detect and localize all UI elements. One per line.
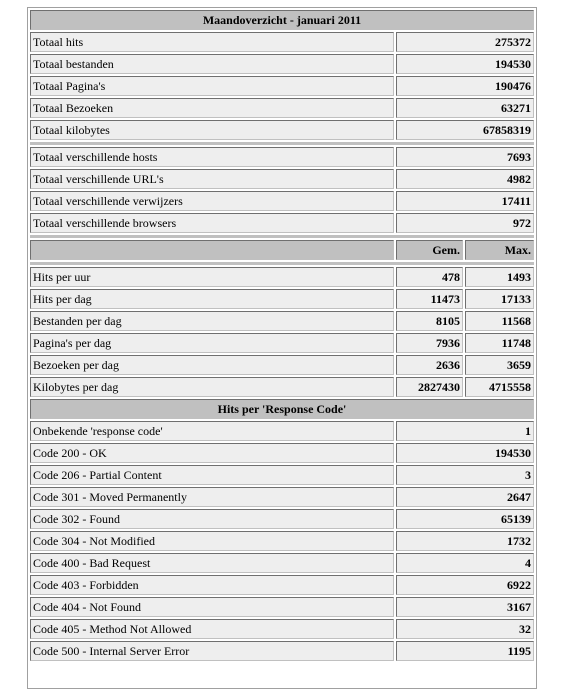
response-code-label: Code 404 - Not Found (30, 597, 394, 617)
response-code-label: Code 400 - Bad Request (30, 553, 394, 573)
response-code-label: Code 302 - Found (30, 509, 394, 529)
response-code-value: 1732 (396, 531, 534, 551)
avg-value: 7936 (396, 333, 463, 353)
avg-value: 2636 (396, 355, 463, 375)
table-row (30, 289, 534, 309)
response-code-value: 2647 (396, 487, 534, 507)
response-code-label: Code 405 - Method Not Allowed (30, 619, 394, 639)
column-header-max: Max. (465, 240, 534, 260)
response-code-value: 6922 (396, 575, 534, 595)
response-code-value: 32 (396, 619, 534, 639)
table-row (30, 421, 534, 441)
stat-label: Totaal verschillende URL's (30, 169, 394, 189)
stat-label: Kilobytes per dag (30, 377, 394, 397)
monthly-summary-table (28, 8, 536, 663)
table-row (30, 120, 534, 140)
avg-value: 8105 (396, 311, 463, 331)
avg-value: 11473 (396, 289, 463, 309)
stat-label: Bezoeken per dag (30, 355, 394, 375)
table-row (30, 213, 534, 233)
table-row (30, 531, 534, 551)
monthly-summary-panel (27, 7, 537, 689)
stat-value: 275372 (396, 32, 534, 52)
response-code-label: Code 304 - Not Modified (30, 531, 394, 551)
stat-label: Totaal verschillende browsers (30, 213, 394, 233)
stat-label: Bestanden per dag (30, 311, 394, 331)
stat-label: Pagina's per dag (30, 333, 394, 353)
stat-value: 4982 (396, 169, 534, 189)
table-row (30, 575, 534, 595)
table-row (30, 333, 534, 353)
column-header-avg: Gem. (396, 240, 463, 260)
table-row (30, 619, 534, 639)
page-title: Maandoverzicht - januari 2011 (30, 10, 534, 30)
table-row (30, 98, 534, 118)
table-row (30, 76, 534, 96)
table-row (30, 465, 534, 485)
table-row (30, 377, 534, 397)
section-divider (30, 235, 534, 238)
table-row (30, 443, 534, 463)
table-row (30, 641, 534, 661)
table-row (30, 147, 534, 167)
max-value: 11748 (465, 333, 534, 353)
table-row (30, 553, 534, 573)
avg-value: 2827430 (396, 377, 463, 397)
table-row (30, 54, 534, 74)
response-code-header-row (30, 399, 534, 419)
response-code-label: Code 301 - Moved Permanently (30, 487, 394, 507)
stat-label: Totaal Bezoeken (30, 98, 394, 118)
stat-label: Totaal Pagina's (30, 76, 394, 96)
stat-value: 194530 (396, 54, 534, 74)
response-code-value: 1 (396, 421, 534, 441)
stat-value: 190476 (396, 76, 534, 96)
stat-value: 972 (396, 213, 534, 233)
response-code-label: Code 403 - Forbidden (30, 575, 394, 595)
stat-label: Hits per dag (30, 289, 394, 309)
max-value: 4715558 (465, 377, 534, 397)
stat-label: Totaal verschillende verwijzers (30, 191, 394, 211)
stat-value: 63271 (396, 98, 534, 118)
header-blank-cell (30, 240, 394, 260)
table-row (30, 355, 534, 375)
table-row (30, 487, 534, 507)
section-divider (30, 262, 534, 265)
table-row (30, 311, 534, 331)
stat-label: Hits per uur (30, 267, 394, 287)
response-code-label: Code 200 - OK (30, 443, 394, 463)
table-row (30, 267, 534, 287)
stat-value: 7693 (396, 147, 534, 167)
averages-header-row (30, 240, 534, 260)
section-divider (30, 142, 534, 145)
response-code-value: 194530 (396, 443, 534, 463)
table-row (30, 191, 534, 211)
stat-label: Totaal hits (30, 32, 394, 52)
response-code-value: 3167 (396, 597, 534, 617)
max-value: 11568 (465, 311, 534, 331)
stat-label: Totaal verschillende hosts (30, 147, 394, 167)
section-title: Hits per 'Response Code' (30, 399, 534, 419)
response-code-value: 4 (396, 553, 534, 573)
max-value: 1493 (465, 267, 534, 287)
response-code-value: 65139 (396, 509, 534, 529)
response-code-value: 1195 (396, 641, 534, 661)
response-code-label: Onbekende 'response code' (30, 421, 394, 441)
response-code-label: Code 500 - Internal Server Error (30, 641, 394, 661)
stat-label: Totaal kilobytes (30, 120, 394, 140)
max-value: 17133 (465, 289, 534, 309)
table-row (30, 597, 534, 617)
avg-value: 478 (396, 267, 463, 287)
stat-value: 17411 (396, 191, 534, 211)
stat-label: Totaal bestanden (30, 54, 394, 74)
response-code-label: Code 206 - Partial Content (30, 465, 394, 485)
table-row (30, 32, 534, 52)
table-row (30, 509, 534, 529)
max-value: 3659 (465, 355, 534, 375)
response-code-value: 3 (396, 465, 534, 485)
stat-value: 67858319 (396, 120, 534, 140)
table-row (30, 169, 534, 189)
